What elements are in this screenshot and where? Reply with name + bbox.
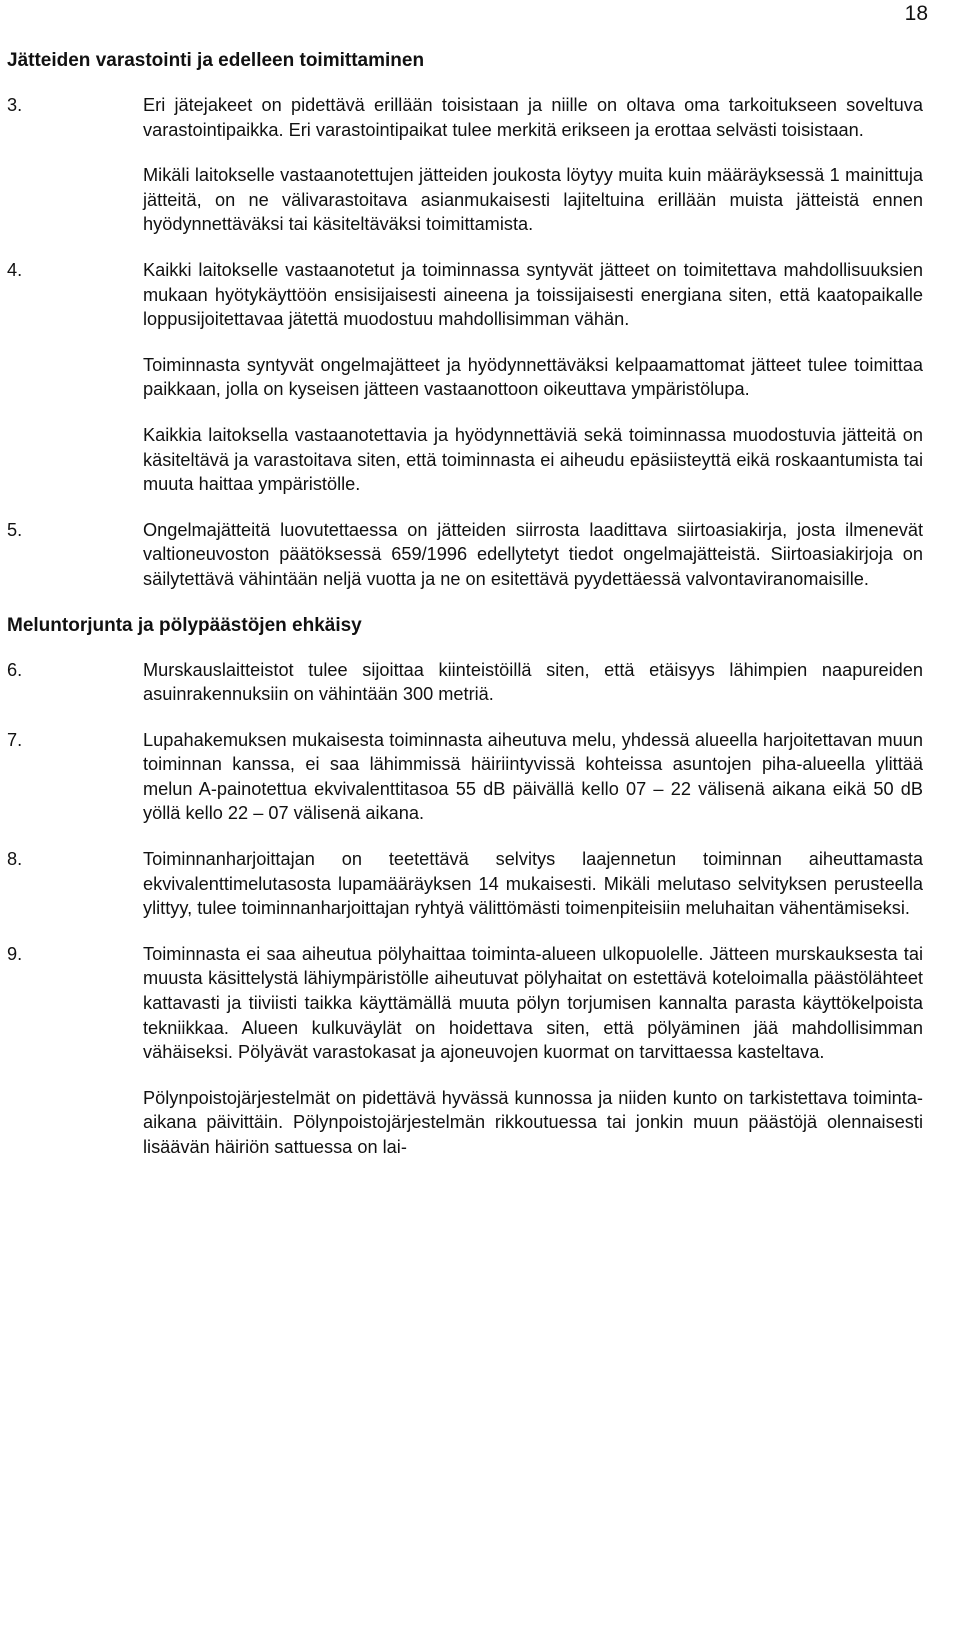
provision-7: [7, 728, 923, 826]
provision-5: [7, 518, 923, 592]
paragraph: Lupahakemuksen mukaisesta toiminnasta aiheutuva melu, yhdessä alueella harjoitettavan muun toiminnan kanssa, ei saa lähimmissä häiriintyvissä kohteissa asuntojen piha-alueella ylittää melun A-painotettua ekvivalenttitasoa 55 dB päivällä kello 07 – 22 välisenä aikana eikä 50 dB yöllä kello 22 – 07 välisenä aikana.: [143, 729, 923, 824]
provision-3: [7, 93, 923, 237]
paragraph: Murskauslaitteistot tulee sijoittaa kiinteistöillä siten, että etäisyys lähimpien naapureiden asuinrakennuksiin on vähintään 300 metriä.: [143, 659, 923, 705]
paragraph: Toiminnanharjoittajan on teetettävä selvitys laajennetun toiminnan aiheuttamasta ekvivalenttimelutasosta lupamääräyksen 14 mukaisesti. Mikäli melutaso selvityksen perusteella ylittyy, tulee toiminnanharjoittajan ryhtyä välittömästi toimenpiteisiin meluhaitan vähentämiseksi.: [143, 849, 923, 919]
provision-8: [7, 847, 923, 921]
paragraph: Ongelmajätteitä luovutettaessa on jätteiden siirrosta laadittava siirtoasiakirja, josta ilmenevät valtioneuvoston päätöksessä 659/1996 edellytetyt tiedot ongelmajätteistä. Siirtoasiakirjoja on säilytettävä vähintään neljä vuotta ja ne on esitettävä pyydettäessä valvontaviranomaisille.: [143, 519, 923, 589]
document-body: [7, 48, 923, 1181]
provision-number: 4.: [7, 259, 23, 280]
provision-number: 5.: [7, 519, 23, 540]
provision-number: 8.: [7, 849, 23, 870]
provision-number: 7.: [7, 729, 23, 750]
section-heading-waste-storage: Jätteiden varastointi ja edelleen toimittaminen: [7, 50, 425, 71]
provision-number: 6.: [7, 659, 23, 680]
paragraph: Kaikki laitokselle vastaanotetut ja toiminnassa syntyvät jätteet on toimitettava mahdollisuuksien mukaan hyötykäyttöön ensisijaisesti aineena ja toissijaisesti energiana siten, että kaatopaikalle loppusijoitettavaa jätettä muodostuu mahdollisimman vähän.: [143, 259, 923, 330]
paragraph: Toiminnasta ei saa aiheutua pölyhaittaa toiminta-alueen ulkopuolelle. Jätteen murskauksesta tai muusta käsittelystä lähiympäristölle aiheutuvat pölyhaitat on estettävä koteloimalla päästölähteet kattavasti ja tiiviisti taikka käyttämällä muuta pölyn torjumisen kannalta parasta käyttökelpoista tekniikkaa. Alueen kulkuväylät on hoidettava siten, että pölyäminen jää mahdollisimman vähäiseksi. Pölyävät varastokasat ja ajoneuvojen kuormat on tarvittaessa kasteltava.: [143, 943, 923, 1063]
paragraph: Eri jätejakeet on pidettävä erillään toisistaan ja niille on oltava oma tarkoitukseen soveltuva varastointipaikka. Eri varastointipaikat tulee merkitä erikseen ja erottaa selvästi toisistaan.: [143, 95, 923, 140]
paragraph: Pölynpoistojärjestelmät on pidettävä hyvässä kunnossa ja niiden kunto on tarkistettava toiminta-aikana päivittäin. Pölynpoistojärjestelmän rikkoutuessa tai jonkin muun päästöjä olennaisesti lisäävän häiriön sattuessa on lai-: [143, 1087, 923, 1157]
section-heading-noise-dust: Meluntorjunta ja pölypäästöjen ehkäisy: [7, 614, 362, 636]
provision-9: [7, 942, 923, 1160]
page-number: 18: [904, 2, 928, 25]
paragraph: Kaikkia laitoksella vastaanotettavia ja hyödynnettäviä sekä toiminnassa muodostuvia jätteitä on käsiteltävä ja varastoitava siten, että toiminnasta ei aiheudu epäsiisteyttä eikä roskaantumista tai muuta haittaa ympäristölle.: [143, 424, 923, 495]
provision-4: [7, 258, 923, 497]
provision-number: 9.: [7, 943, 23, 964]
paragraph: Toiminnasta syntyvät ongelmajätteet ja hyödynnettäväksi kelpaamattomat jätteet tulee toimittaa paikkaan, jolla on kyseisen jätteen vastaanottoon oikeuttava ympäristölupa.: [143, 354, 923, 400]
paragraph: Mikäli laitokselle vastaanotettujen jätteiden joukosta löytyy muita kuin määräyksessä 1 mainittuja jätteitä, on ne välivarastoitava asianmukaisesti lajiteltuina erillään muista jätteistä ennen hyödynnettäväksi tai käsiteltäväksi toimittamista.: [143, 165, 923, 235]
provision-6: [7, 658, 923, 707]
provision-number: 3.: [7, 95, 23, 115]
